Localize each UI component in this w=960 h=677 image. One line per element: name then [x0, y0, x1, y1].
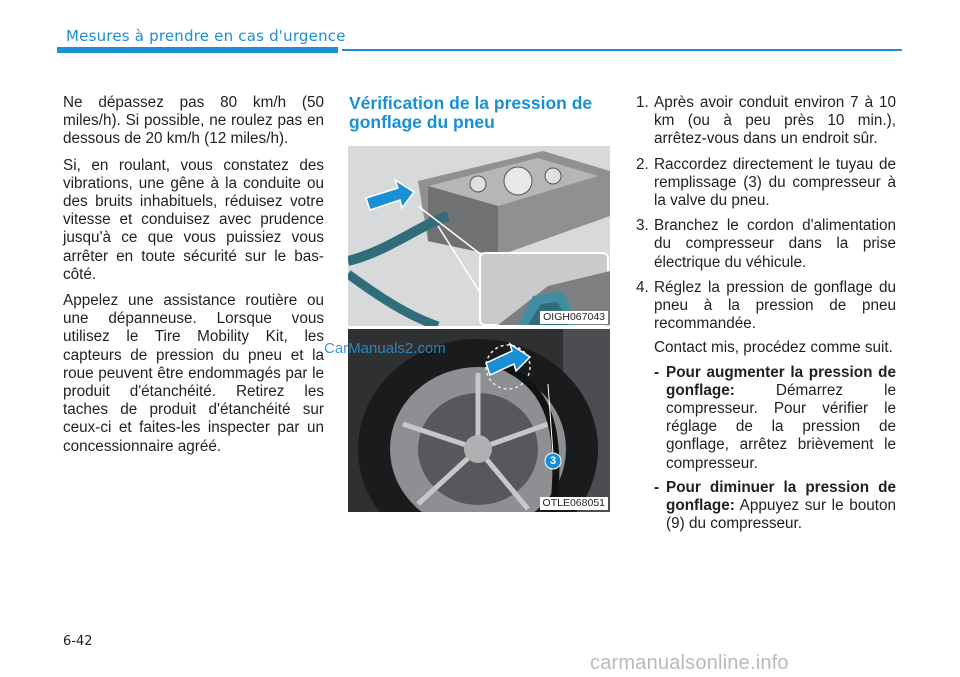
sub-heading: Pour augmenter la pression de gonflage: [666, 363, 896, 399]
procedure-steps [636, 94, 896, 533]
sub-text [666, 479, 896, 534]
figure-code: OTLE068051 [540, 497, 608, 510]
left-column [63, 94, 324, 464]
callout-number: 3 [549, 455, 557, 467]
step-text: Raccordez directement le tuyau de remplissage (3) du compresseur à la valve du pneu. [654, 155, 896, 210]
page-number: 6-42 [63, 634, 93, 649]
header-rule-thick [57, 47, 338, 53]
compressor-illustration-icon [348, 146, 610, 326]
step-item [636, 217, 896, 272]
step-number: 1. [636, 94, 649, 111]
right-column [636, 94, 896, 540]
paragraph: Appelez une assistance routière ou une dépanneuse. Lorsque vous utilisez le Tire Mobility Kit, les capteurs de pression du pneu et la roue peuvent être endommagés par le produit d'étanchéité. Retirez les taches de produit d'étanchéité sur ceux-ci et faites-les inspecter par un concessionnaire agréé. [63, 292, 324, 455]
step-number: 2. [636, 155, 649, 173]
sub-heading: Pour diminuer la pression de gonflage: [666, 478, 896, 515]
header-rule-thin [342, 49, 902, 51]
footer-watermark: carmanualsonline.info [590, 652, 789, 674]
paragraph: Si, en roulant, vous constatez des vibrations, une gêne à la conduite ou des bruits inhabituels, réduisez votre vitesse et conduisez avec prudence jusqu'à ce que vous puissiez vous arrêter en toute sécurité sur le bas-côté. [63, 156, 324, 283]
sub-item [654, 479, 896, 534]
step-text: Réglez la pression de gonflage du pneu à la pression de pneu recommandée. [654, 278, 896, 333]
step-item [636, 94, 896, 149]
paragraph: Ne dépassez pas 80 km/h (50 miles/h). Si possible, ne roulez pas en dessous de 20 km/h (12 miles/h). [63, 94, 324, 148]
section-header-title: Mesures à prendre en cas d'urgence [66, 27, 346, 45]
figure-code: OIGH067043 [540, 311, 608, 324]
sub-dash: - [654, 363, 660, 381]
sub-text [666, 364, 896, 473]
sub-body: Démarrez le compresseur. Pour vérifier le réglage de la pression de gonflage, arrêtez brièvement le compresseur. [666, 381, 896, 472]
step-number: 3. [636, 217, 649, 235]
sub-dash: - [654, 478, 660, 496]
step-note: Contact mis, procédez comme suit. [654, 339, 893, 357]
step-number: 4. [636, 278, 649, 296]
sub-item [654, 364, 896, 473]
step-item [636, 156, 896, 211]
compressor-figure [348, 146, 610, 326]
watermark: CarManuals2.com [324, 340, 446, 357]
step-body [654, 279, 896, 534]
step-item [636, 279, 896, 534]
step-text: Branchez le cordon d'alimentation du compresseur dans la prise électrique du véhicule. [654, 217, 896, 271]
step-text: Après avoir conduit environ 7 à 10 km (ou à peu près 10 min.), arrêtez-vous dans un endroit sûr. [654, 94, 896, 148]
sub-body: Appuyez sur le bouton (9) du compresseur. [666, 497, 896, 533]
section-title: Vérification de la pression de gonflage du pneu [349, 93, 593, 132]
